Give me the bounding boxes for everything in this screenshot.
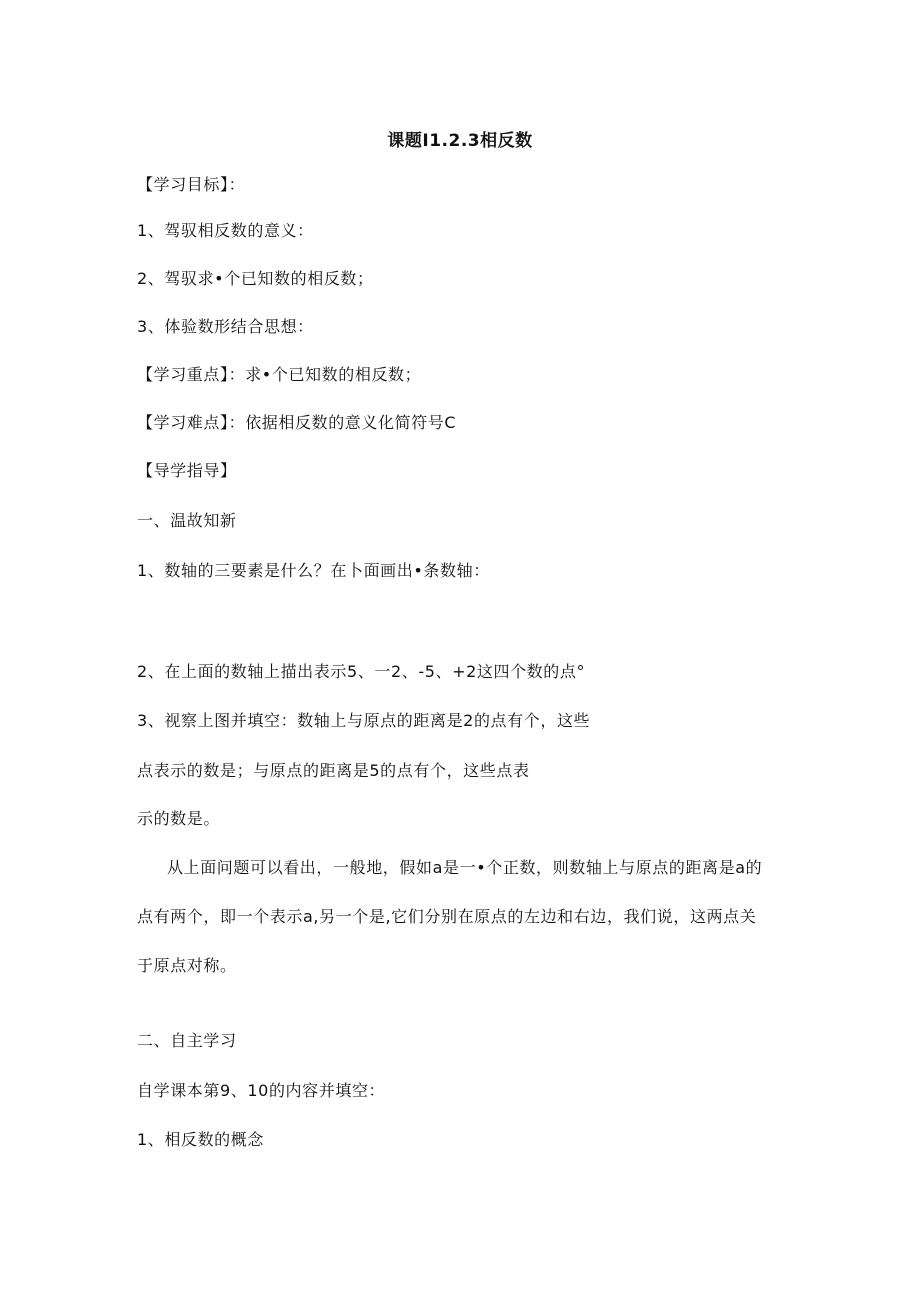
review-question-3-line-3: 示的数是。	[137, 809, 221, 828]
review-question-1: 1、数轴的三要素是什么？在卜面画出•条数轴：	[137, 561, 490, 580]
concept-heading: 1、相反数的概念	[137, 1130, 264, 1149]
review-question-3-line-1: 3、视察上图并填空：数轴上与原点的距离是2的点有个，这些	[137, 711, 591, 730]
learning-objectives-heading: 【学习目标】：	[137, 175, 246, 194]
review-question-2: 2、在上面的数轴上描出表示5、一2、-5、+2这四个数的点°	[137, 662, 586, 681]
key-point: 【学习重点】：求•个已知数的相反数；	[137, 365, 422, 384]
objective-3: 3、体验数形结合思想：	[137, 317, 314, 336]
section-self-study-heading: 二、自主学习	[137, 1031, 237, 1050]
paragraph-line-2: 点有两个，即一个表示a,另一个是,它们分别在原点的左边和右边，我们说，这两点关	[137, 907, 757, 926]
review-question-3-line-2: 点表示的数是；与原点的距离是5的点有个，这些点表	[137, 761, 530, 780]
paragraph-line-3: 于原点对称。	[137, 956, 237, 975]
section-review-heading: 一、温故知新	[137, 511, 237, 530]
paragraph-line-1: 从上面问题可以看出，一般地，假如a是一•个正数，则数轴上与原点的距离是a的	[167, 858, 763, 877]
document-title: 课题I1.2.3相反数	[387, 131, 533, 151]
self-study-instruction: 自学课本第9、10的内容并填空：	[137, 1081, 386, 1100]
guidance-heading: 【导学指导】	[137, 461, 237, 480]
objective-2: 2、驾驭求•个已知数的相反数；	[137, 269, 374, 288]
difficult-point: 【学习难点】：依据相反数的意义化简符号C	[137, 413, 457, 432]
objective-1: 1、驾驭相反数的意义：	[137, 221, 314, 240]
